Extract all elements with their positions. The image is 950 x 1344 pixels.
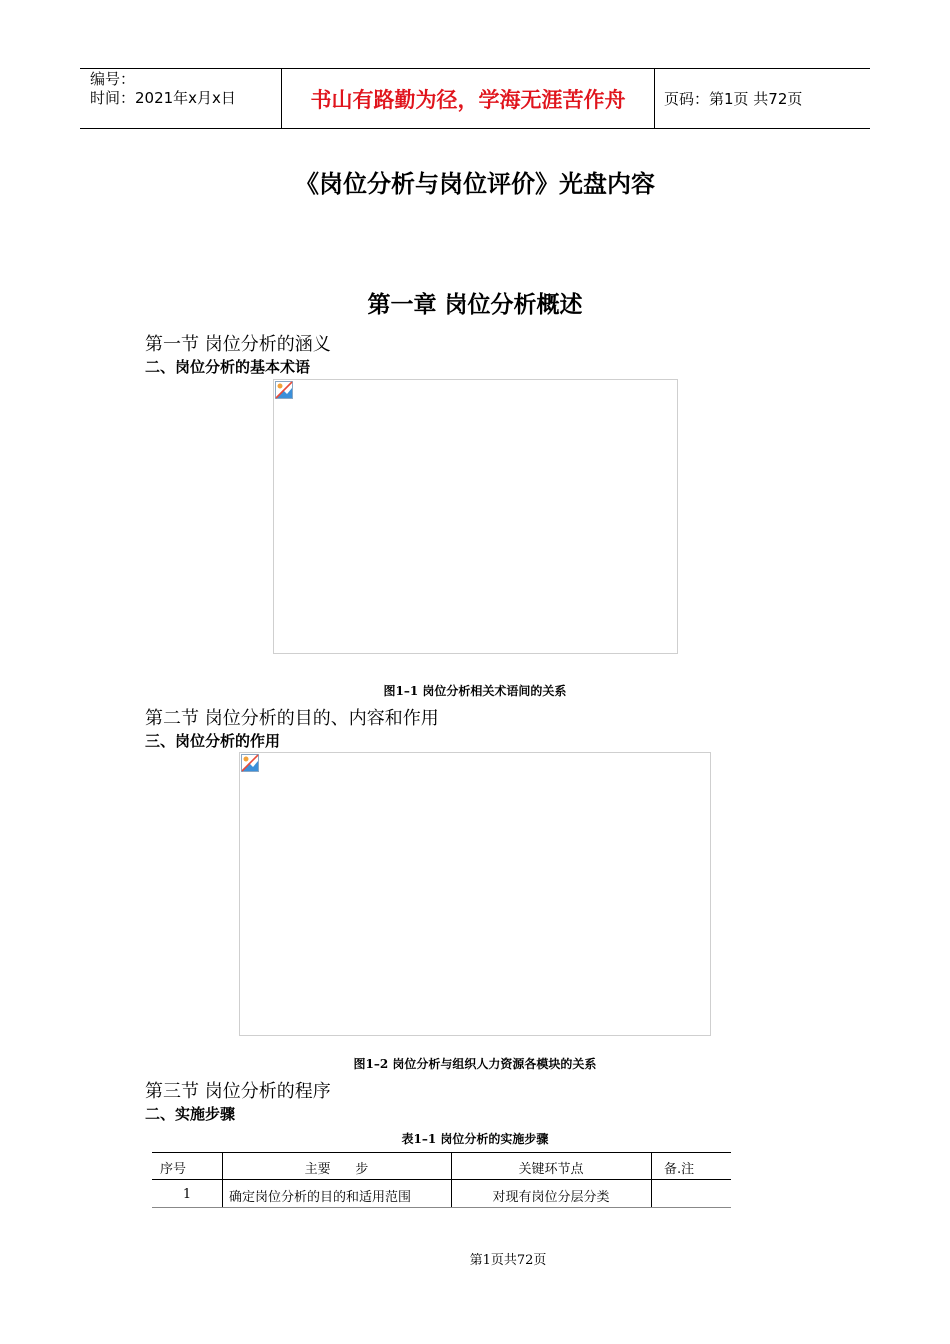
section-2-title: 第二节 岗位分析的目的、内容和作用 [145,708,439,729]
figure-1-1-caption: 图1–1 岗位分析相关术语间的关系 [383,684,567,698]
section-3-subtitle: 二、实施步骤 [145,1105,236,1123]
broken-image-icon [275,381,293,399]
figure-1-1-image [273,379,678,654]
header-meta [90,70,236,108]
table-header-cell: 备.注 [664,1162,695,1177]
section-2-subtitle: 三、岗位分析的作用 [145,732,281,750]
header-bottom-border [80,128,870,129]
header-motto: 书山有路勤为径，学海无涯苦作舟 [310,88,626,112]
header-page-info: 页码：第1页 共72页 [664,90,803,108]
chapter-title: 第一章 岗位分析概述 [367,292,583,318]
table-top-border [152,1152,731,1153]
document-title: 《岗位分析与岗位评价》光盘内容 [295,170,655,198]
table-cell: 1 [182,1187,192,1202]
header-time: 时间：2021年x月x日 [90,89,236,107]
footer-page-number: 第1页共72页 [469,1253,547,1268]
section-3-title: 第三节 岗位分析的程序 [145,1081,331,1102]
table-header-cell: 关键环节点 [518,1162,584,1177]
figure-1-2-image [239,752,711,1036]
section-1-subtitle: 二、岗位分析的基本术语 [145,358,311,376]
header-top-border [80,68,870,69]
table-header-border [152,1179,731,1180]
table-cell: 对现有岗位分层分类 [492,1190,610,1205]
table-header-cell: 序号 [160,1162,187,1177]
table-bottom-border [152,1207,731,1208]
broken-image-icon [241,754,259,772]
table-1-1-caption: 表1–1 岗位分析的实施步骤 [401,1132,549,1146]
header-number: 编号： [90,70,136,88]
table-col-divider-3 [651,1152,652,1207]
section-1-title: 第一节 岗位分析的涵义 [145,334,331,355]
header-divider-2 [654,68,655,128]
figure-1-2-caption: 图1–2 岗位分析与组织人力资源各模块的关系 [353,1057,597,1071]
table-header-cell: 主要 步 [304,1162,369,1177]
table-cell: 确定岗位分析的目的和适用范围 [229,1190,412,1205]
